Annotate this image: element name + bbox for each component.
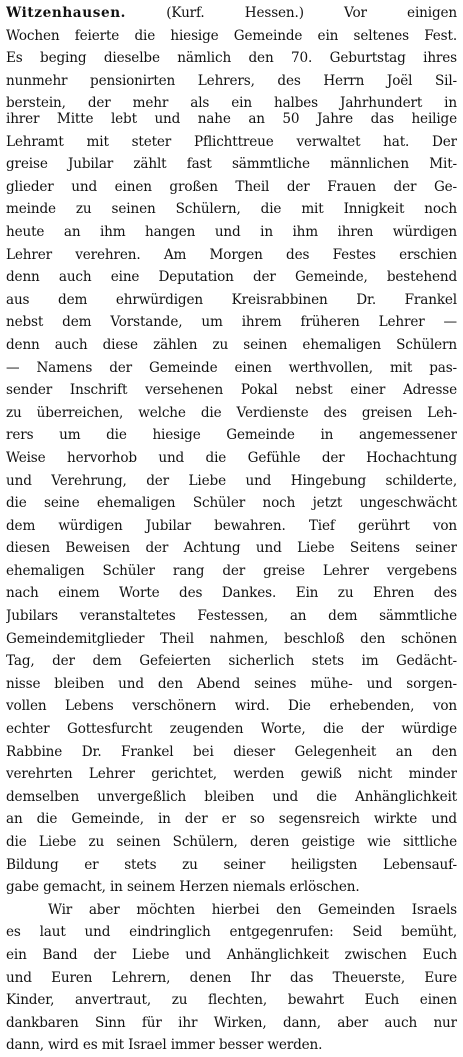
article-line: gabe gemacht, in seinem Herzen niemals erlöschen. xyxy=(6,879,360,896)
article-line: denn auch eine Deputation der Gemeinde, bestehend xyxy=(6,269,457,286)
article-line: heute an ihm hangen und in ihm ihren würdigen xyxy=(6,223,457,240)
article-line-text: (Kurf. Hessen.) Vor einigen xyxy=(126,5,457,21)
article-line: demselben unvergeßlich bleiben und die Anhänglichkeit xyxy=(6,788,457,805)
article-line: und Euren Lehrern, denen Ihr das Theuerste, Eure xyxy=(6,969,457,986)
article-line: — Namens der Gemeinde einen werthvollen, mit pas- xyxy=(6,359,457,376)
article-line: diesen Beweisen der Achtung und Liebe Seitens seiner xyxy=(6,540,457,557)
article-line: berstein, der mehr als ein halbes Jahrhundert in xyxy=(6,95,457,112)
article-line: Es beging dieselbe nämlich den 70. Geburtstag ihres xyxy=(6,50,457,67)
article-header-block xyxy=(6,2,457,115)
article-line: nunmehr pensionirten Lehrers, des Herrn Joël Sil- xyxy=(6,72,457,89)
article-line: die Liebe zu seinen Schülern, deren geistige wie sittliche xyxy=(6,834,457,850)
article-line: die seine ehemaligen Schüler noch jetzt ungeschwächt xyxy=(6,495,457,512)
article-line: Wir aber möchten hierbei den Gemeinden Israels xyxy=(48,901,457,918)
article-line: sender Inschrift versehenen Pokal nebst einer Adresse xyxy=(6,382,457,399)
article-line: und Verehrung, der Liebe und Hingebung schilderte, xyxy=(6,472,457,489)
article-line: echter Gottesfurcht zeugenden Worte, die der würdige xyxy=(6,721,457,738)
article-body-block xyxy=(6,108,457,1057)
article-line: ein Band der Liebe und Anhänglichkeit zwischen Euch xyxy=(6,946,457,963)
article-line: Tag, der dem Gefeierten sicherlich stets im Gedächt- xyxy=(6,653,457,670)
article-line xyxy=(6,2,457,25)
article-line: Bildung er stets zu seiner heiligsten Lebensauf- xyxy=(6,856,457,873)
article-line: dankbaren Sinn für ihr Wirken, dann, aber auch nur xyxy=(6,1014,457,1031)
article-line: dem würdigen Jubilar bewahren. Tief gerührt von xyxy=(6,517,457,534)
article-line: Weise hervorhob und die Gefühle der Hochachtung xyxy=(6,449,457,466)
article-line: nebst dem Vorstande, um ihrem früheren Lehrer — xyxy=(6,314,457,331)
article-line: meinde zu seinen Schülern, die mit Innigkeit noch xyxy=(6,201,457,218)
article-line: Lehramt mit steter Pflichttreue verwaltet hat. Der xyxy=(6,133,457,150)
article-line: nach einem Worte des Dankes. Ein zu Ehren des xyxy=(6,585,457,602)
article-line: denn auch diese zählen zu seinen ehemaligen Schülern xyxy=(6,336,457,353)
article-line: Kinder, anvertraut, zu flechten, bewahrt Euch einen xyxy=(6,992,457,1009)
article-line: an die Gemeinde, in der er so segensreich wirkte und xyxy=(6,811,457,828)
article-title: Witzenhausen. xyxy=(6,5,127,21)
article-line: zu überreichen, welche die Verdienste des greisen Leh- xyxy=(6,404,457,421)
article-line: Gemeindemitglieder Theil nahmen, beschloß den schönen xyxy=(6,630,457,647)
article-line: rers um die hiesige Gemeinde in angemessener xyxy=(6,427,457,444)
article-line: glieder und einen großen Theil der Frauen der Ge- xyxy=(6,178,457,195)
article-line: Lehrer verehren. Am Morgen des Festes erschien xyxy=(6,246,457,263)
article-line: Rabbine Dr. Frankel bei dieser Gelegenheit an den xyxy=(6,743,457,760)
article-line: nisse bleiben und den Abend seines mühe- und sorgen- xyxy=(6,675,457,692)
article-line: vollen Lebens verschönern wird. Die erhebenden, von xyxy=(6,698,457,715)
article-line: es laut und eindringlich entgegenrufen: Seid bemüht, xyxy=(6,924,457,941)
article-line: dann, wird es mit Israel immer besser werden. xyxy=(6,1037,323,1054)
newspaper-article xyxy=(6,0,457,1054)
article-line: aus dem ehrwürdigen Kreisrabbinen Dr. Frankel xyxy=(6,291,457,308)
article-line: ihrer Mitte lebt und nahe an 50 Jahre das heilige xyxy=(6,111,457,127)
article-line: verehrten Lehrer gerichtet, werden gewiß nicht minder xyxy=(6,766,457,783)
article-line: ehemaligen Schüler rang der greise Lehrer vergebens xyxy=(6,562,457,579)
article-line: Wochen feierte die hiesige Gemeinde ein seltenes Fest. xyxy=(6,27,457,44)
article-line: Jubilars veranstaltetes Festessen, an dem sämmtliche xyxy=(6,608,457,625)
article-line: greise Jubilar zählt fast sämmtliche männlichen Mit- xyxy=(6,156,457,173)
